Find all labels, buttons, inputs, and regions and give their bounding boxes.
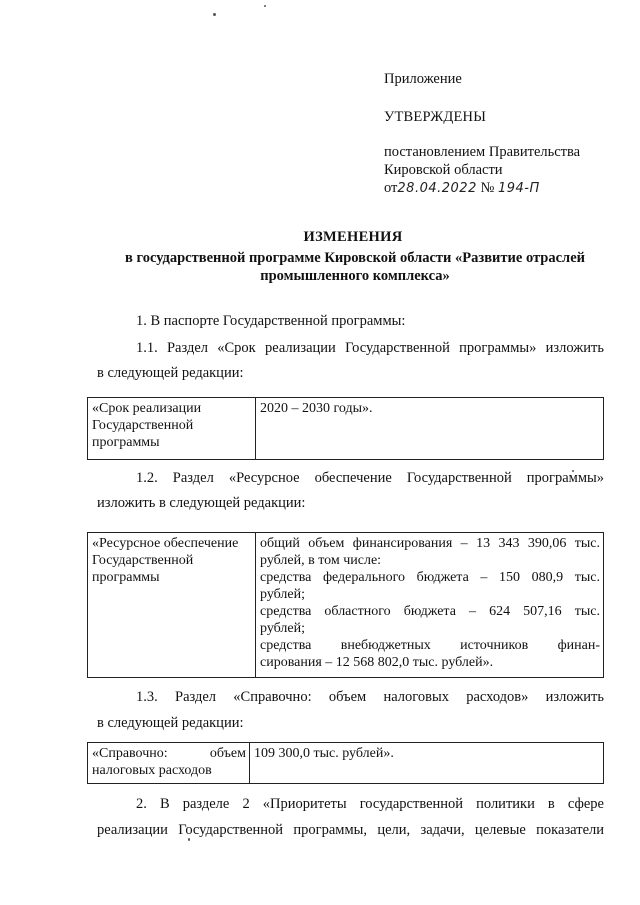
tax-value: 109 300,0 тыс. рублей». [254, 746, 394, 761]
subtitle-line-2: промышленного комплекса» [260, 268, 450, 284]
resources-label-line-3: программы [92, 570, 160, 585]
resources-value-line-1: общий объем финансирования – 13 343 390,06 тыс. [260, 536, 600, 551]
document-title: ИЗМЕНЕНИЯ [303, 229, 403, 245]
resources-label-line-2: Государственной [92, 553, 194, 568]
paragraph-2-line-2: реализации Государственной программы, цели, задачи, целевые показатели [97, 822, 604, 838]
resources-value-line-5: средства областного бюджета – 624 507,16 тыс. [260, 604, 600, 619]
tax-label-line-2: налоговых расходов [92, 763, 212, 778]
resources-label-line-1: «Ресурсное обеспечение [92, 536, 239, 551]
tax-label-cell [88, 743, 250, 784]
resolution-date-line [384, 179, 624, 198]
resources-value-cell [256, 533, 604, 678]
resources-table [87, 532, 604, 678]
paragraph-1-1-line-2: в следующей редакции: [97, 365, 244, 381]
resources-value-line-3: средства федерального бюджета – 150 080,9 тыс. [260, 570, 600, 585]
resources-value-line-6: рублей; [260, 621, 305, 636]
tax-value-cell [250, 743, 604, 784]
appendix-label: Приложение [384, 71, 462, 87]
handwritten-number: 194-П [497, 181, 540, 196]
resources-value-line-8: сирования – 12 568 802,0 тыс. рублей». [260, 655, 494, 670]
resources-value-line-4: рублей; [260, 587, 305, 602]
scan-speck [213, 13, 216, 16]
paragraph-1-1-line-1: 1.1. Раздел «Срок реализации Государственной программы» изложить [136, 340, 604, 356]
number-prefix: № [480, 180, 495, 196]
paragraph-1-3-line-2: в следующей редакции: [97, 715, 244, 731]
period-value-cell [256, 398, 604, 460]
period-label-line-2: Государственной [92, 418, 194, 433]
date-prefix: от [384, 180, 398, 196]
tax-table [87, 742, 604, 784]
resolution-line-2: Кировской области [384, 162, 503, 178]
paragraph-1-3-line-1: 1.3. Раздел «Справочно: объем налоговых расходов» изложить [136, 689, 604, 705]
resources-label-cell [88, 533, 256, 678]
paragraph-1-2-line-2: изложить в следующей редакции: [97, 495, 306, 511]
subtitle-line-1: в государственной программе Кировской области «Развитие отраслей [125, 250, 585, 266]
table-row [88, 743, 604, 784]
scan-speck [264, 5, 266, 7]
period-table [87, 397, 604, 460]
paragraph-1: 1. В паспорте Государственной программы: [136, 313, 406, 329]
period-value: 2020 – 2030 годы». [260, 401, 373, 416]
table-row [88, 533, 604, 678]
approved-label: УТВЕРЖДЕНЫ [384, 109, 487, 125]
resources-value-line-7: средства внебюджетных источников финан- [260, 638, 600, 653]
table-row [88, 398, 604, 460]
tax-label-line-1: «Справочно: объем [92, 746, 246, 761]
document-subtitle [108, 249, 602, 285]
resources-value-line-2: рублей, в том числе: [260, 553, 382, 568]
resolution-line-1: постановлением Правительства [384, 144, 581, 160]
period-label-line-3: программы [92, 435, 160, 450]
approval-header [384, 70, 624, 198]
paragraph-1-2-line-1: 1.2. Раздел «Ресурсное обеспечение Государственной программы» [136, 470, 604, 486]
handwritten-date: 28.04.2022 [397, 181, 477, 196]
period-label-cell [88, 398, 256, 460]
period-label-line-1: «Срок реализации [92, 401, 202, 416]
paragraph-2-line-1: 2. В разделе 2 «Приоритеты государственной политики в сфере [136, 796, 604, 812]
